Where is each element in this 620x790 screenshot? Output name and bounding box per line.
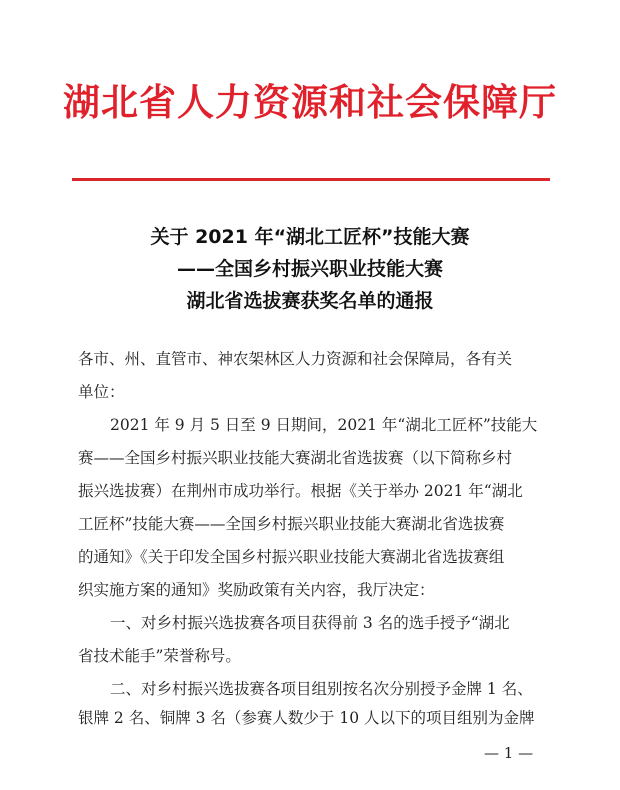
paragraph-1-line-4: 工匠杯”技能大赛——全国乡村振兴职业技能大赛湖北省选拔赛 bbox=[78, 515, 505, 533]
page-number: — 1 — bbox=[484, 744, 534, 762]
issuing-authority-header: 湖北省人力资源和社会保障厅 bbox=[63, 81, 557, 124]
paragraph-1-line-3: 振兴选拔赛）在荆州市成功举行。根据《关于举办 2021 年“湖北 bbox=[78, 482, 523, 500]
addressee-line-1: 各市、州、直管市、神农架林区人力资源和社会保障局，各有关 bbox=[78, 350, 513, 368]
addressee-line-2: 单位： bbox=[78, 383, 125, 401]
paragraph-1-line-6: 织实施方案的通知》奖励政策有关内容，我厅决定： bbox=[78, 581, 435, 599]
notice-title-line-3: 湖北省选拔赛获奖名单的通报 bbox=[186, 290, 434, 312]
notice-title-line-2: ——全国乡村振兴职业技能大赛 bbox=[176, 258, 443, 280]
paragraph-3-line-2: 银牌 2 名、铜牌 3 名（参赛人数少于 10 人以下的项目组别为金牌 bbox=[78, 709, 535, 727]
notice-title-line-1: 关于 2021 年“湖北工匠杯”技能大赛 bbox=[150, 226, 470, 248]
red-header-rule bbox=[72, 178, 550, 181]
paragraph-3-line-1: 二、对乡村振兴选拔赛各项目组别按名次分别授予金牌 1 名、 bbox=[110, 680, 533, 698]
paragraph-2-line-1: 一、对乡村振兴选拔赛各项目获得前 3 名的选手授予“湖北 bbox=[110, 614, 510, 632]
paragraph-1-line-2: 赛——全国乡村振兴职业技能大赛湖北省选拔赛（以下简称乡村 bbox=[78, 449, 513, 467]
paragraph-2-line-2: 省技术能手”荣誉称号。 bbox=[78, 647, 241, 665]
paragraph-1-line-5: 的通知》《关于印发全国乡村振兴职业技能大赛湖北省选拔赛组 bbox=[78, 548, 505, 566]
paragraph-1-line-1: 2021 年 9 月 5 日至 9 日期间，2021 年“湖北工匠杯”技能大 bbox=[110, 416, 538, 434]
